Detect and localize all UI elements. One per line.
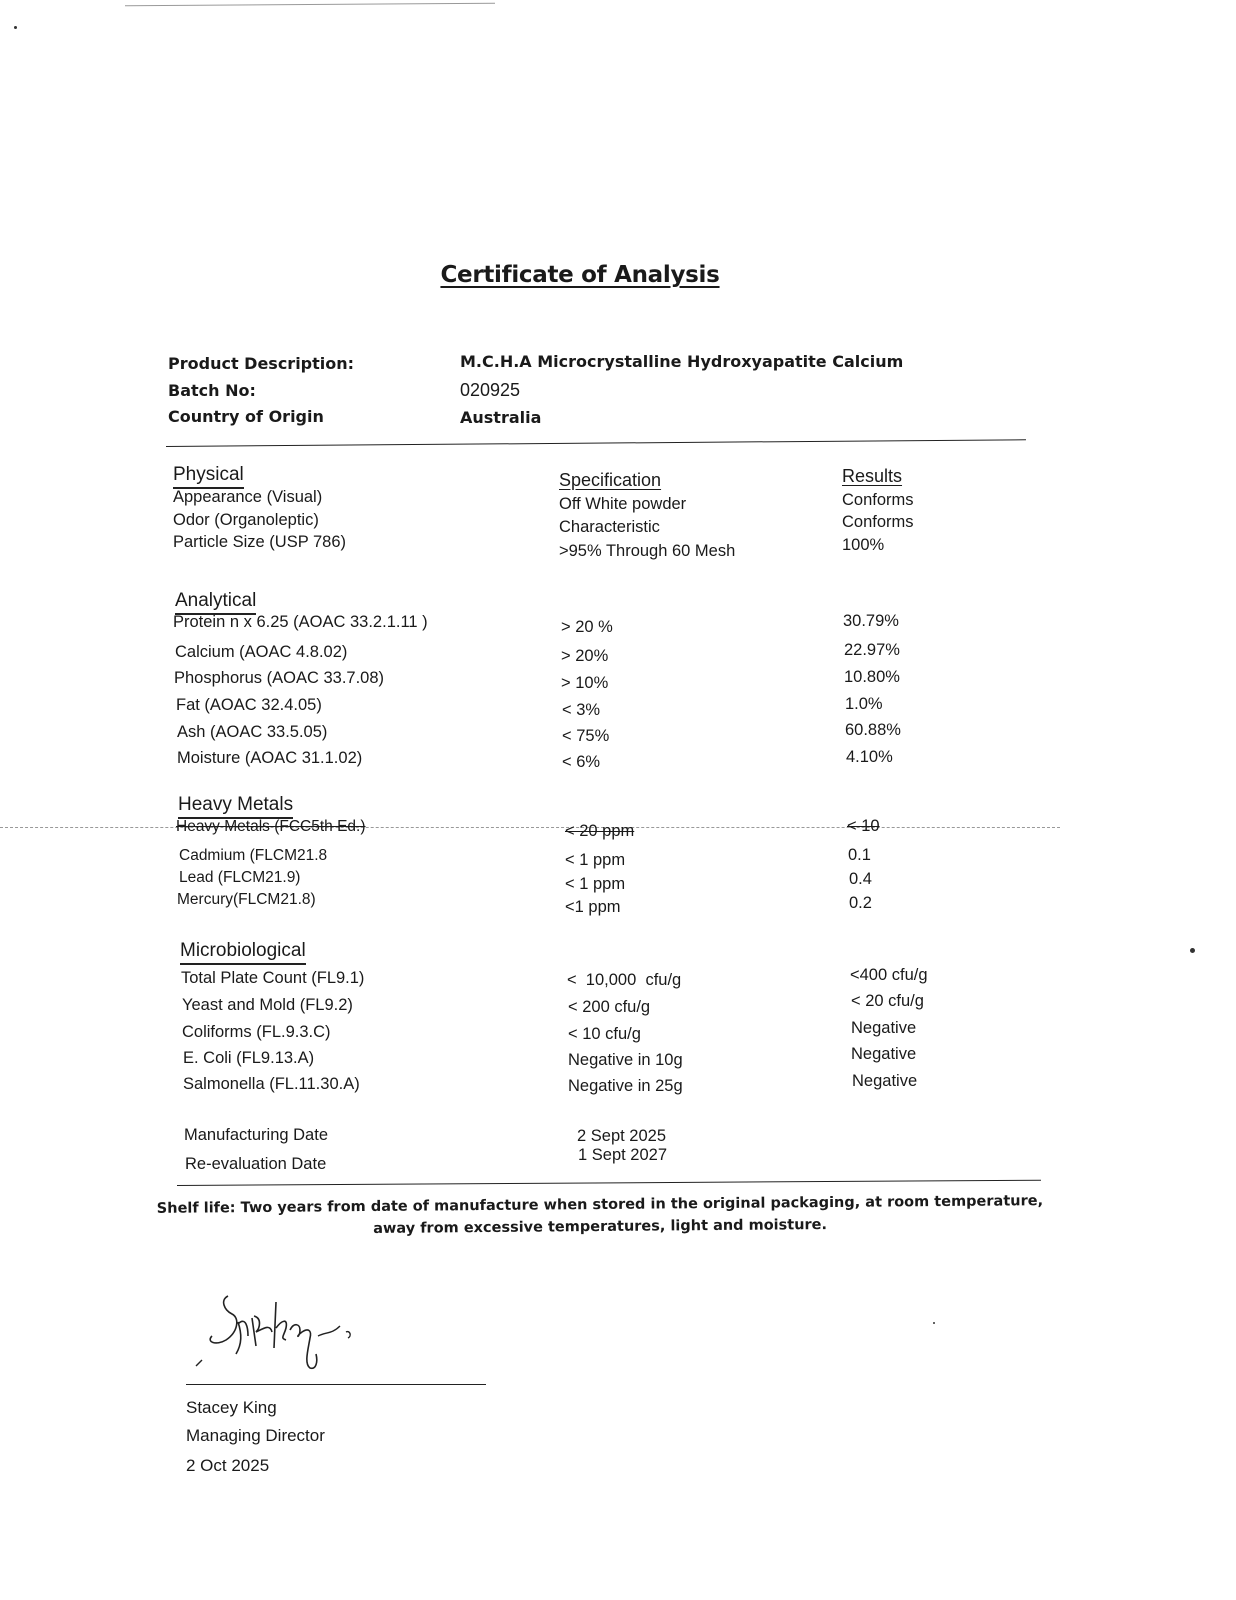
table-row-result: Conforms [842, 491, 914, 509]
footer-divider [177, 1180, 1041, 1186]
table-row-spec: < 6% [562, 753, 601, 771]
signature-date: 2 Oct 2025 [186, 1456, 270, 1475]
section-title-heavy-metals-text: Heavy Metals [178, 794, 293, 819]
table-row-test: Total Plate Count (FL9.1) [181, 969, 365, 987]
table-row-result: 10.80% [844, 668, 900, 686]
signature-line [186, 1384, 486, 1385]
table-row-test: Yeast and Mold (FL9.2) [182, 996, 353, 1014]
manufacturing-date-value: 2 Sept 2025 [577, 1127, 666, 1145]
table-row-spec: < 200 cfu/g [568, 998, 651, 1016]
batch-no-value: 020925 [460, 380, 521, 400]
signatory-name: Stacey King [186, 1398, 277, 1417]
table-row-spec: Characteristic [559, 518, 660, 536]
table-row-spec: >95% Through 60 Mesh [559, 542, 736, 560]
table-row-test: Phosphorus (AOAC 33.7.08) [174, 669, 385, 687]
table-row-test: Protein n x 6.25 (AOAC 33.2.1.11 ) [173, 613, 428, 631]
struck-row-result: < 10 [847, 817, 880, 835]
table-row-spec: Off White powder [559, 495, 687, 513]
signatory-title: Managing Director [186, 1426, 325, 1445]
table-row-result: Conforms [842, 513, 914, 531]
section-title-microbiological [180, 940, 306, 965]
table-row-spec: Negative in 10g [568, 1051, 683, 1069]
table-row-result: 4.10% [846, 748, 893, 766]
country-of-origin-value: Australia [460, 408, 542, 427]
section-title-physical-text: Physical [173, 464, 244, 489]
table-row-spec: Negative in 25g [568, 1077, 683, 1095]
struck-row-test: Heavy Metals (FCC5th Ed.) [176, 818, 366, 835]
country-of-origin-label: Country of Origin [168, 407, 324, 426]
table-row-result: 100% [842, 536, 885, 554]
reevaluation-date-value: 1 Sept 2027 [578, 1146, 667, 1164]
table-row-result: < 20 cfu/g [851, 992, 924, 1010]
table-row-test: Odor (Organoleptic) [173, 511, 319, 529]
table-row-spec: < 75% [562, 727, 610, 745]
scan-dashed-line [0, 827, 1060, 828]
table-row-result: 0.1 [848, 846, 871, 864]
specification-column-header: Specification [559, 470, 662, 490]
table-row-test: Ash (AOAC 33.5.05) [177, 723, 328, 741]
scan-speck [1190, 948, 1195, 953]
batch-no-label: Batch No: [168, 381, 256, 400]
table-row-test: Cadmium (FLCM21.8 [179, 847, 328, 864]
handwritten-signature [190, 1288, 370, 1378]
table-row-spec: < 1 ppm [565, 851, 626, 869]
table-row-test: E. Coli (FL9.13.A) [183, 1049, 315, 1067]
product-description-value [460, 352, 903, 371]
table-row-result: 1.0% [845, 695, 883, 713]
table-row-spec: < 1 ppm [565, 875, 626, 893]
section-title-analytical [175, 590, 256, 615]
scan-artifact-line [125, 3, 495, 7]
table-row-test: Lead (FLCM21.9) [179, 869, 301, 886]
table-row-spec: > 10% [561, 674, 609, 692]
scan-speck [14, 26, 17, 29]
table-row-spec: > 20% [561, 647, 609, 665]
table-row-result: Negative [851, 1045, 917, 1063]
table-row-result: <400 cfu/g [850, 966, 928, 984]
table-row-result: Negative [852, 1072, 918, 1090]
header-divider [166, 439, 1026, 447]
shelf-life-line-1: Shelf life: Two years from date of manufacture when stored in the original packaging, at room temperature, [156, 1193, 1044, 1217]
table-row-spec: <1 ppm [565, 898, 621, 916]
shelf-life-line-2: away from excessive temperatures, light and moisture. [373, 1217, 828, 1237]
section-title-physical [173, 464, 244, 489]
shelf-life-note [20, 1189, 1180, 1243]
table-row-result: 60.88% [845, 721, 901, 739]
section-title-heavy-metals [178, 794, 293, 819]
table-row-result: 0.2 [849, 894, 872, 912]
table-row-spec: > 20 % [561, 618, 613, 636]
table-row-result: 22.97% [844, 641, 900, 659]
table-row-test: Fat (AOAC 32.4.05) [176, 696, 322, 714]
scan-speck [933, 1322, 935, 1324]
table-row-test: Salmonella (FL.11.30.A) [183, 1075, 360, 1093]
table-row-test: Moisture (AOAC 31.1.02) [177, 749, 363, 767]
product-description-text: M.C.H.A Microcrystalline Hydroxyapatite Calcium [460, 352, 904, 371]
document-title: Certificate of Analysis [440, 262, 720, 288]
table-row-test: Appearance (Visual) [173, 488, 323, 506]
section-title-analytical-text: Analytical [175, 590, 256, 615]
section-title-microbiological-text: Microbiological [180, 940, 306, 965]
struck-row-spec: < 20 ppm [565, 822, 635, 840]
table-row-test: Mercury(FLCM21.8) [177, 891, 316, 908]
table-row-result: Negative [851, 1019, 917, 1037]
table-row-result: 30.79% [843, 612, 899, 630]
manufacturing-date-label: Manufacturing Date [184, 1126, 328, 1144]
product-description-label: Product Description: [168, 354, 355, 373]
reevaluation-date-label: Re-evaluation Date [185, 1155, 327, 1173]
table-row-result: 0.4 [849, 870, 872, 888]
results-column-header: Results [842, 466, 903, 486]
table-row-spec: < 10,000 cfu/g [567, 971, 682, 989]
table-row-test: Calcium (AOAC 4.8.02) [175, 643, 348, 661]
table-row-spec: < 3% [562, 701, 601, 719]
table-row-test: Particle Size (USP 786) [173, 533, 347, 551]
table-row-spec: < 10 cfu/g [568, 1025, 641, 1043]
table-row-test: Coliforms (FL.9.3.C) [182, 1023, 331, 1041]
